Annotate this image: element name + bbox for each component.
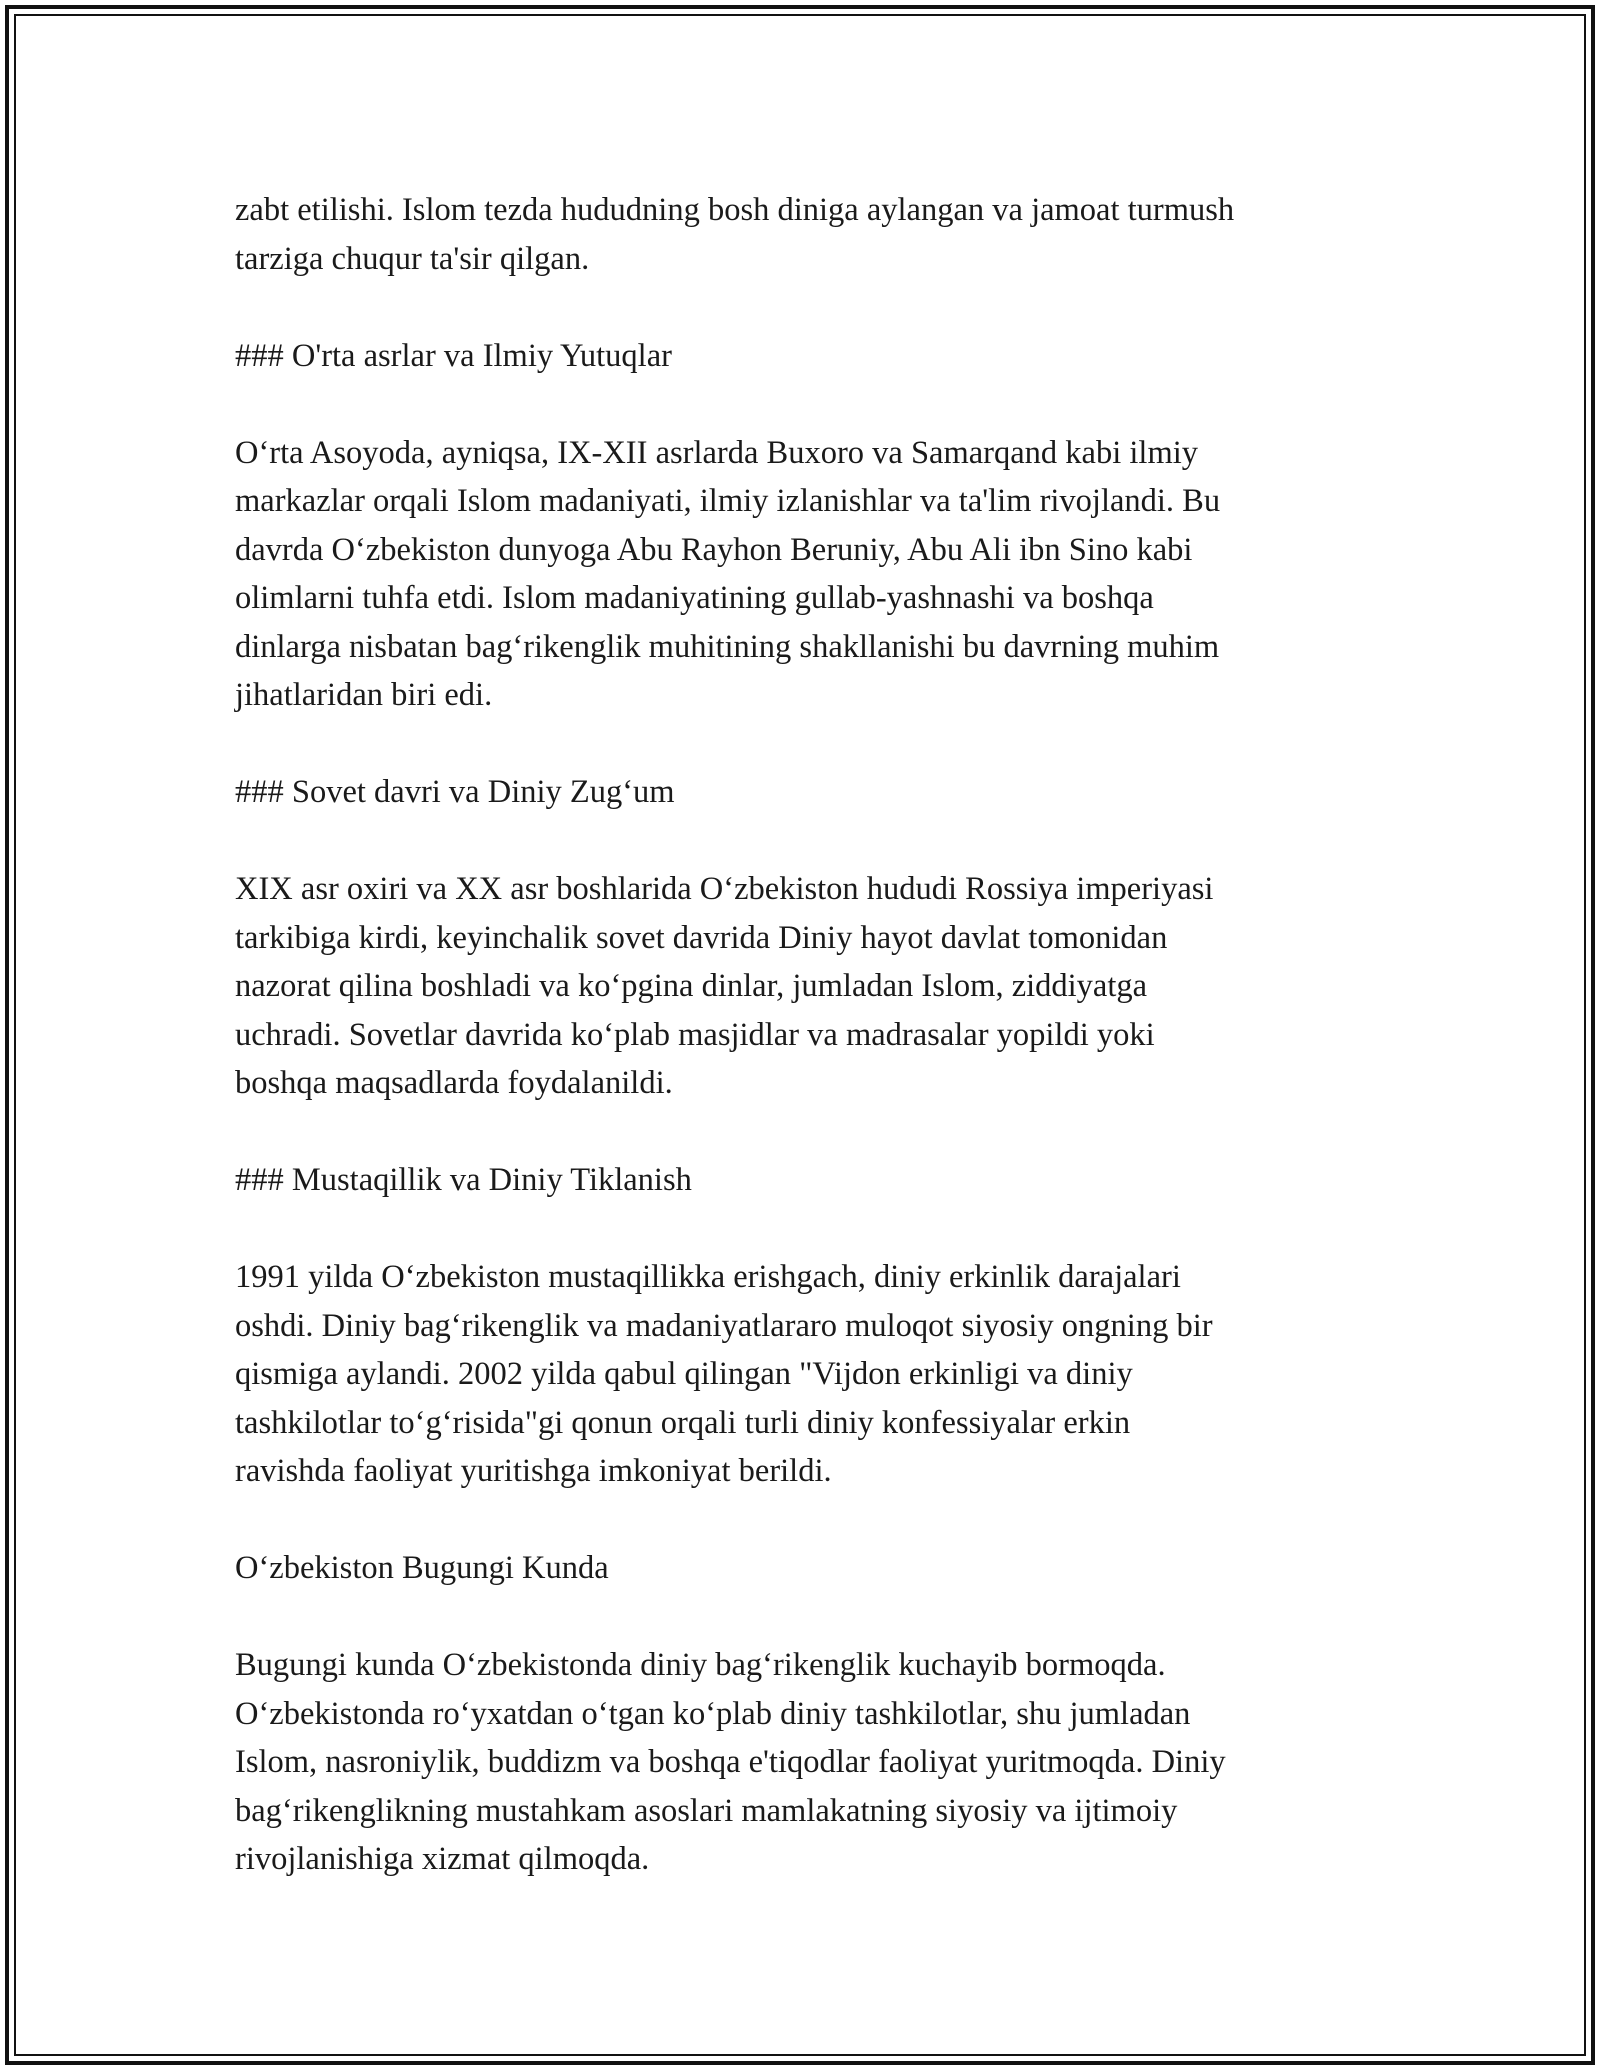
- heading-independence: ### Mustaqillik va Diniy Tiklanish: [235, 1162, 692, 1198]
- paragraph-middle-ages: O‘rta Asoyoda, ayniqsa, IX-XII asrlarda Buxoro va Samarqand kabi ilmiy markazlar orqali Islom madaniyati, ilmiy izlanishlar va ta'lim rivojlandi. Bu davrda O‘zbekiston dunyoga Abu Rayhon Beruniy, Abu Ali ibn Sino kabi olimlarni tuhfa etdi. Islom madaniyatining gullab-yashnashi va boshqa dinlarga nisbatan bag‘rikenglik muhitining shakllanishi bu davrning muhim jihatlaridan biri edi.: [235, 434, 1221, 713]
- paragraph-intro-continuation: zabt etilishi. Islom tezda hududning bosh diniga aylangan va jamoat turmush tarziga chuqur ta'sir qilgan.: [235, 192, 1235, 277]
- paragraph-soviet-period: XIX asr oxiri va XX asr boshlarida O‘zbekiston hududi Rossiya imperiyasi tarkibiga kirdi, keyinchalik sovet davrida Diniy hayot davlat tomonidan nazorat qilina boshladi va ko‘pgina dinlar, jumladan Islom, ziddiyatga uchradi. Sovetlar davrida ko‘plab masjidlar va madrasalar yopildi yoki boshqa maqsadlarda foydalanildi.: [235, 871, 1214, 1101]
- paragraph-independence: 1991 yilda O‘zbekiston mustaqillikka erishgach, diniy erkinlik darajalari oshdi. Diniy bag‘rikenglik va madaniyatlararo muloqot siyosiy ongning bir qismiga aylandi. 2002 yilda qabul qilingan "Vijdon erkinligi va diniy tashkilotlar to‘g‘risida"gi qonun orqali turli diniy konfessiyalar erkin ravishda faoliyat yuritishga imkoniyat berildi.: [235, 1259, 1213, 1489]
- heading-soviet-period: ### Sovet davri va Diniy Zug‘um: [235, 774, 675, 810]
- paragraph-today: Bugungi kunda O‘zbekistonda diniy bag‘rikenglik kuchayib bormoqda. O‘zbekistonda ro‘yxatdan o‘tgan ko‘plab diniy tashkilotlar, shu jumladan Islom, nasroniylik, buddizm va boshqa e'tiqodlar faoliyat yuritmoqda. Diniy bag‘rikenglikning mustahkam asoslari mamlakatning siyosiy va ijtimoiy rivojlanishiga xizmat qilmoqda.: [235, 1647, 1226, 1877]
- document-body: [235, 186, 1375, 1932]
- heading-today: O‘zbekiston Bugungi Kunda: [235, 1550, 609, 1586]
- heading-middle-ages: ### O'rta asrlar va Ilmiy Yutuqlar: [235, 337, 672, 374]
